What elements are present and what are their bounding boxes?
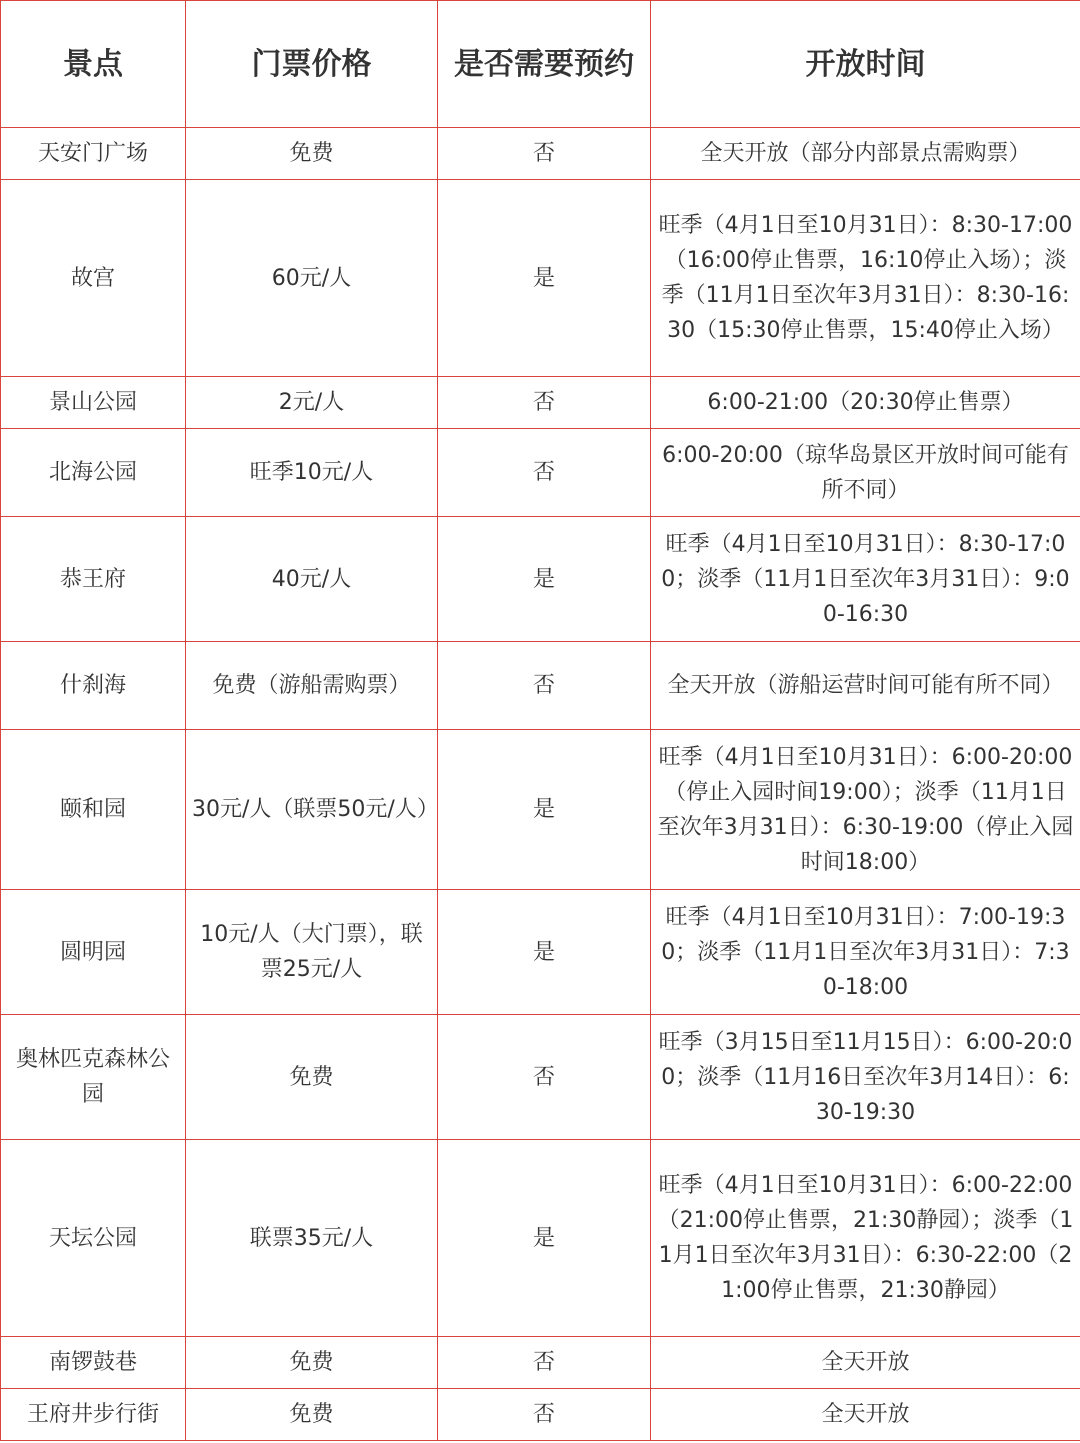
cell-price: 免费 <box>186 1337 438 1389</box>
table-row <box>1 429 1080 517</box>
table-row <box>1 1389 1080 1441</box>
table-row <box>1 377 1080 429</box>
cell-price: 免费 <box>186 1389 438 1441</box>
cell-reservation: 否 <box>438 1337 651 1389</box>
header-reservation: 是否需要预约 <box>438 1 651 128</box>
cell-hours: 旺季（4月1日至10月31日）：8:30-17:00；淡季（11月1日至次年3月31日）：9:00-16:30 <box>651 517 1080 642</box>
cell-hours: 旺季（4月1日至10月31日）：6:00-22:00（21:00停止售票，21:30静园）；淡季（11月1日至次年3月31日）：6:30-22:00（21:00停止售票，21:30静园） <box>651 1140 1080 1337</box>
cell-name: 南锣鼓巷 <box>1 1337 186 1389</box>
cell-name: 颐和园 <box>1 730 186 890</box>
cell-hours: 全天开放 <box>651 1389 1080 1441</box>
cell-reservation: 否 <box>438 429 651 517</box>
cell-hours: 全天开放 <box>651 1337 1080 1389</box>
table-row <box>1 642 1080 730</box>
table-row <box>1 730 1080 890</box>
cell-reservation: 是 <box>438 517 651 642</box>
table-row <box>1 890 1080 1015</box>
cell-reservation: 否 <box>438 1015 651 1140</box>
cell-name: 什刹海 <box>1 642 186 730</box>
table-row <box>1 1140 1080 1337</box>
cell-price: 免费（游船需购票） <box>186 642 438 730</box>
cell-hours: 旺季（4月1日至10月31日）：8:30-17:00（16:00停止售票，16:10停止入场）；淡季（11月1日至次年3月31日）：8:30-16:30（15:30停止售票，15:40停止入场） <box>651 180 1080 377</box>
cell-hours: 旺季（4月1日至10月31日）：7:00-19:30；淡季（11月1日至次年3月31日）：7:30-18:00 <box>651 890 1080 1015</box>
cell-hours: 全天开放（游船运营时间可能有所不同） <box>651 642 1080 730</box>
cell-name: 故宫 <box>1 180 186 377</box>
cell-reservation: 否 <box>438 642 651 730</box>
cell-reservation: 否 <box>438 1389 651 1441</box>
table-row <box>1 1337 1080 1389</box>
cell-price: 联票35元/人 <box>186 1140 438 1337</box>
header-price: 门票价格 <box>186 1 438 128</box>
cell-reservation: 是 <box>438 1140 651 1337</box>
cell-name: 恭王府 <box>1 517 186 642</box>
cell-name: 天安门广场 <box>1 128 186 180</box>
cell-price: 免费 <box>186 128 438 180</box>
cell-reservation: 否 <box>438 377 651 429</box>
cell-reservation: 是 <box>438 730 651 890</box>
cell-hours: 全天开放（部分内部景点需购票） <box>651 128 1080 180</box>
cell-price: 60元/人 <box>186 180 438 377</box>
cell-name: 王府井步行街 <box>1 1389 186 1441</box>
cell-hours: 旺季（3月15日至11月15日）：6:00-20:00；淡季（11月16日至次年3月14日）：6:30-19:30 <box>651 1015 1080 1140</box>
cell-name: 天坛公园 <box>1 1140 186 1337</box>
cell-hours: 旺季（4月1日至10月31日）：6:00-20:00（停止入园时间19:00）；淡季（11月1日至次年3月31日）：6:30-19:00（停止入园时间18:00） <box>651 730 1080 890</box>
cell-name: 圆明园 <box>1 890 186 1015</box>
cell-reservation: 是 <box>438 180 651 377</box>
cell-price: 30元/人（联票50元/人） <box>186 730 438 890</box>
cell-name: 景山公园 <box>1 377 186 429</box>
cell-name: 北海公园 <box>1 429 186 517</box>
cell-price: 免费 <box>186 1015 438 1140</box>
cell-price: 旺季10元/人 <box>186 429 438 517</box>
cell-hours: 6:00-20:00（琼华岛景区开放时间可能有所不同） <box>651 429 1080 517</box>
table-row <box>1 517 1080 642</box>
table-row <box>1 1015 1080 1140</box>
header-name: 景点 <box>1 1 186 128</box>
cell-hours: 6:00-21:00（20:30停止售票） <box>651 377 1080 429</box>
cell-name: 奥林匹克森林公园 <box>1 1015 186 1140</box>
cell-reservation: 否 <box>438 128 651 180</box>
cell-price: 10元/人（大门票），联票25元/人 <box>186 890 438 1015</box>
cell-price: 40元/人 <box>186 517 438 642</box>
header-row <box>1 1 1080 128</box>
cell-price: 2元/人 <box>186 377 438 429</box>
table-row <box>1 128 1080 180</box>
header-hours: 开放时间 <box>651 1 1080 128</box>
cell-reservation: 是 <box>438 890 651 1015</box>
table-row <box>1 180 1080 377</box>
